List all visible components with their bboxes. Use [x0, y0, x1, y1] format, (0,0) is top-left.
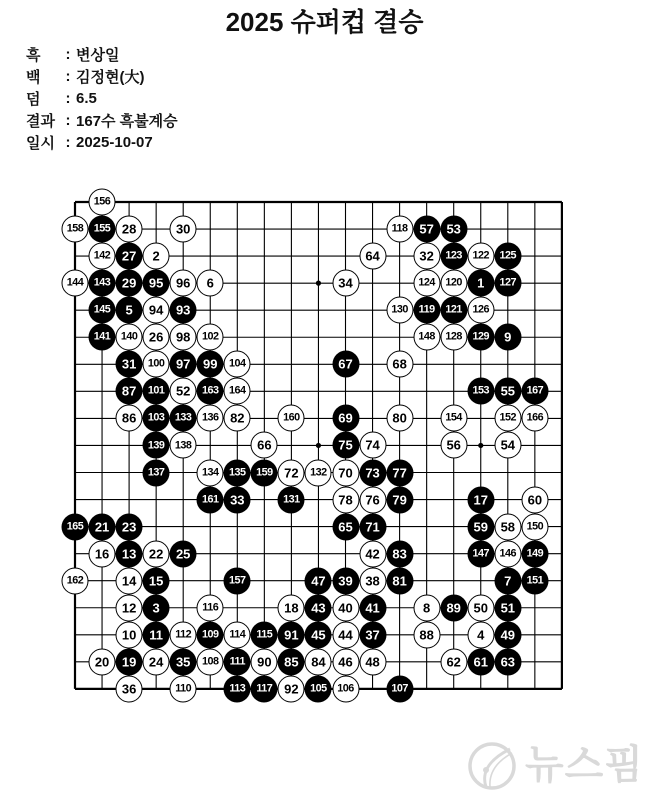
stone-129: 129	[467, 324, 494, 351]
stone-60: 60	[521, 486, 548, 513]
stone-113: 113	[224, 675, 251, 702]
stone-54: 54	[494, 432, 521, 459]
stone-29: 29	[116, 270, 143, 297]
stone-65: 65	[332, 513, 359, 540]
stone-157: 157	[224, 567, 251, 594]
stone-107: 107	[386, 675, 413, 702]
stone-25: 25	[170, 540, 197, 567]
info-colon: :	[65, 111, 71, 129]
stone-100: 100	[143, 351, 170, 378]
stone-5: 5	[116, 297, 143, 324]
stone-72: 72	[278, 459, 305, 486]
stone-75: 75	[332, 432, 359, 459]
stone-17: 17	[467, 486, 494, 513]
stone-43: 43	[305, 594, 332, 621]
stone-153: 153	[467, 378, 494, 405]
stone-62: 62	[440, 648, 467, 675]
stone-14: 14	[116, 567, 143, 594]
stone-128: 128	[440, 324, 467, 351]
stone-33: 33	[224, 486, 251, 513]
stone-57: 57	[413, 216, 440, 243]
newspim-logo-text: 뉴스핌	[525, 743, 644, 787]
stone-46: 46	[332, 648, 359, 675]
stone-124: 124	[413, 270, 440, 297]
stone-132: 132	[305, 459, 332, 486]
stone-38: 38	[359, 567, 386, 594]
stone-45: 45	[305, 621, 332, 648]
stone-44: 44	[332, 621, 359, 648]
stone-58: 58	[494, 513, 521, 540]
stone-6: 6	[197, 270, 224, 297]
stone-151: 151	[521, 567, 548, 594]
stone-15: 15	[143, 567, 170, 594]
stone-13: 13	[116, 540, 143, 567]
stone-130: 130	[386, 297, 413, 324]
stone-16: 16	[89, 540, 116, 567]
stone-99: 99	[197, 351, 224, 378]
stone-120: 120	[440, 270, 467, 297]
stone-139: 139	[143, 432, 170, 459]
stone-93: 93	[170, 297, 197, 324]
stone-88: 88	[413, 621, 440, 648]
stone-121: 121	[440, 297, 467, 324]
stone-147: 147	[467, 540, 494, 567]
stone-101: 101	[143, 378, 170, 405]
stone-148: 148	[413, 324, 440, 351]
stone-134: 134	[197, 459, 224, 486]
stone-137: 137	[143, 459, 170, 486]
stone-105: 105	[305, 675, 332, 702]
stone-67: 67	[332, 351, 359, 378]
stone-11: 11	[143, 621, 170, 648]
stone-76: 76	[359, 486, 386, 513]
page-title: 2025 슈퍼컵 결승	[225, 7, 424, 37]
stone-111: 111	[224, 648, 251, 675]
stone-53: 53	[440, 216, 467, 243]
stone-35: 35	[170, 648, 197, 675]
stone-126: 126	[467, 297, 494, 324]
stone-18: 18	[278, 594, 305, 621]
stone-145: 145	[89, 297, 116, 324]
stone-8: 8	[413, 594, 440, 621]
stone-1: 1	[467, 270, 494, 297]
stone-95: 95	[143, 270, 170, 297]
stone-56: 56	[440, 432, 467, 459]
stone-119: 119	[413, 297, 440, 324]
stone-27: 27	[116, 243, 143, 270]
newspim-logo-icon	[466, 737, 518, 793]
stone-96: 96	[170, 270, 197, 297]
stone-36: 36	[116, 675, 143, 702]
stone-85: 85	[278, 648, 305, 675]
stone-52: 52	[170, 378, 197, 405]
stone-152: 152	[494, 405, 521, 432]
stone-155: 155	[89, 216, 116, 243]
stone-118: 118	[386, 216, 413, 243]
stone-131: 131	[278, 486, 305, 513]
info-colon: :	[65, 67, 71, 85]
stone-158: 158	[62, 216, 89, 243]
stone-50: 50	[467, 594, 494, 621]
stone-40: 40	[332, 594, 359, 621]
stone-90: 90	[251, 648, 278, 675]
stone-66: 66	[251, 432, 278, 459]
stone-165: 165	[62, 513, 89, 540]
stone-74: 74	[359, 432, 386, 459]
stone-87: 87	[116, 378, 143, 405]
stone-3: 3	[143, 594, 170, 621]
stone-49: 49	[494, 621, 521, 648]
stone-160: 160	[278, 405, 305, 432]
stone-86: 86	[116, 405, 143, 432]
stone-123: 123	[440, 243, 467, 270]
info-colon: :	[65, 45, 71, 63]
stone-83: 83	[386, 540, 413, 567]
stone-68: 68	[386, 351, 413, 378]
stone-163: 163	[197, 378, 224, 405]
stone-80: 80	[386, 405, 413, 432]
stone-61: 61	[467, 648, 494, 675]
stone-91: 91	[278, 621, 305, 648]
stone-127: 127	[494, 270, 521, 297]
info-label-komi: 덤	[26, 90, 41, 108]
stone-164: 164	[224, 378, 251, 405]
stone-166: 166	[521, 405, 548, 432]
stone-116: 116	[197, 594, 224, 621]
stone-32: 32	[413, 243, 440, 270]
stone-103: 103	[143, 405, 170, 432]
stone-142: 142	[89, 243, 116, 270]
stone-138: 138	[170, 432, 197, 459]
stone-77: 77	[386, 459, 413, 486]
stone-159: 159	[251, 459, 278, 486]
star-point	[316, 281, 321, 286]
newspim-watermark	[466, 737, 644, 793]
star-point	[478, 443, 483, 448]
stone-7: 7	[494, 567, 521, 594]
stone-125: 125	[494, 243, 521, 270]
stone-73: 73	[359, 459, 386, 486]
stone-150: 150	[521, 513, 548, 540]
stone-23: 23	[116, 513, 143, 540]
stone-106: 106	[332, 675, 359, 702]
stone-71: 71	[359, 513, 386, 540]
stone-144: 144	[62, 270, 89, 297]
stone-41: 41	[359, 594, 386, 621]
stone-2: 2	[143, 243, 170, 270]
stone-102: 102	[197, 324, 224, 351]
stone-26: 26	[143, 324, 170, 351]
stone-104: 104	[224, 351, 251, 378]
stone-48: 48	[359, 648, 386, 675]
stone-141: 141	[89, 324, 116, 351]
stone-167: 167	[521, 378, 548, 405]
stone-154: 154	[440, 405, 467, 432]
stone-22: 22	[143, 540, 170, 567]
stone-19: 19	[116, 648, 143, 675]
stone-149: 149	[521, 540, 548, 567]
stone-47: 47	[305, 567, 332, 594]
stone-4: 4	[467, 621, 494, 648]
info-label-black: 흑	[26, 46, 41, 64]
stone-31: 31	[116, 351, 143, 378]
info-label-result: 결과	[26, 112, 55, 130]
stone-156: 156	[89, 189, 116, 216]
stone-21: 21	[89, 513, 116, 540]
stone-110: 110	[170, 675, 197, 702]
info-value-result: 167수 흑불계승	[76, 112, 178, 130]
stone-82: 82	[224, 405, 251, 432]
stone-63: 63	[494, 648, 521, 675]
stone-10: 10	[116, 621, 143, 648]
stone-92: 92	[278, 675, 305, 702]
stone-81: 81	[386, 567, 413, 594]
stone-64: 64	[359, 243, 386, 270]
stone-109: 109	[197, 621, 224, 648]
stone-9: 9	[494, 324, 521, 351]
stone-37: 37	[359, 621, 386, 648]
stone-20: 20	[89, 648, 116, 675]
stone-108: 108	[197, 648, 224, 675]
stone-133: 133	[170, 405, 197, 432]
stone-146: 146	[494, 540, 521, 567]
stone-161: 161	[197, 486, 224, 513]
stone-112: 112	[170, 621, 197, 648]
stone-162: 162	[62, 567, 89, 594]
stone-34: 34	[332, 270, 359, 297]
stone-143: 143	[89, 270, 116, 297]
stone-39: 39	[332, 567, 359, 594]
stone-84: 84	[305, 648, 332, 675]
info-value-komi: 6.5	[76, 89, 97, 107]
stone-136: 136	[197, 405, 224, 432]
stone-42: 42	[359, 540, 386, 567]
stone-98: 98	[170, 324, 197, 351]
stone-70: 70	[332, 459, 359, 486]
stone-94: 94	[143, 297, 170, 324]
stone-115: 115	[251, 621, 278, 648]
stone-28: 28	[116, 216, 143, 243]
stone-24: 24	[143, 648, 170, 675]
info-label-white: 백	[26, 68, 41, 86]
stone-12: 12	[116, 594, 143, 621]
stone-140: 140	[116, 324, 143, 351]
stone-122: 122	[467, 243, 494, 270]
stone-78: 78	[332, 486, 359, 513]
star-point	[316, 443, 321, 448]
stone-117: 117	[251, 675, 278, 702]
stone-30: 30	[170, 216, 197, 243]
stone-89: 89	[440, 594, 467, 621]
stone-55: 55	[494, 378, 521, 405]
info-value-white: 김정현(大)	[76, 68, 145, 86]
stone-59: 59	[467, 513, 494, 540]
info-colon: :	[65, 133, 71, 151]
info-value-date: 2025-10-07	[76, 133, 153, 151]
stone-97: 97	[170, 351, 197, 378]
stone-114: 114	[224, 621, 251, 648]
stone-79: 79	[386, 486, 413, 513]
info-colon: :	[65, 89, 71, 107]
info-value-black: 변상일	[76, 46, 120, 64]
info-label-date: 일시	[26, 134, 55, 152]
stone-69: 69	[332, 405, 359, 432]
stone-51: 51	[494, 594, 521, 621]
stone-135: 135	[224, 459, 251, 486]
